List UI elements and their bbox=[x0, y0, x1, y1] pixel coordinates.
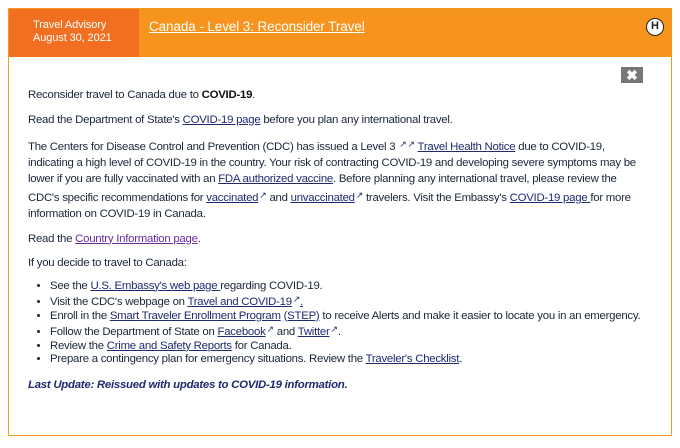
external-link-icon: ↗ bbox=[399, 139, 407, 149]
text: regarding COVID-19. bbox=[220, 279, 323, 292]
text: and bbox=[266, 192, 291, 204]
advisory-title-link[interactable]: Canada - Level 3: Reconsider Travel bbox=[149, 19, 365, 34]
text: . Before planning any international travel, please review the CDC's specific recommendations for bbox=[28, 173, 617, 204]
cdc-paragraph bbox=[28, 136, 648, 222]
cdc-travel-covid-link[interactable]: Travel and COVID-19 bbox=[187, 296, 292, 309]
list-item bbox=[50, 293, 648, 310]
text: . bbox=[337, 326, 341, 339]
smart-traveler-link[interactable]: Smart Traveler Enrollment Program bbox=[109, 309, 281, 322]
text: Review the bbox=[50, 339, 107, 352]
text: Read the Department of State's bbox=[28, 113, 183, 126]
text: travelers. Visit the Embassy's bbox=[363, 192, 510, 204]
list-item bbox=[50, 340, 648, 354]
travelers-checklist-link[interactable]: Traveler's Checklist bbox=[365, 353, 460, 366]
text: . bbox=[197, 232, 201, 245]
fda-vaccine-link[interactable]: FDA authorized vaccine bbox=[218, 173, 333, 185]
summary-paragraph bbox=[28, 87, 648, 103]
external-link-icon: ↗ bbox=[259, 190, 267, 200]
advisory-header bbox=[9, 9, 671, 57]
external-link-icon: ↗ bbox=[292, 294, 301, 305]
advisory-label: Travel Advisory bbox=[33, 19, 107, 31]
embassy-covid-link[interactable]: COVID-19 page bbox=[509, 192, 591, 204]
text: Follow the Department of State on bbox=[50, 326, 218, 339]
advisory-date-box bbox=[9, 9, 139, 57]
external-link-icon: ↗ bbox=[407, 139, 415, 149]
health-badge-icon[interactable]: H bbox=[646, 18, 664, 36]
advisory-content bbox=[28, 87, 648, 402]
text: for Canada. bbox=[231, 339, 292, 352]
vaccinated-link[interactable]: vaccinated bbox=[206, 192, 259, 204]
external-link-icon: ↗ bbox=[266, 324, 274, 335]
advisory-date: August 30, 2021 bbox=[33, 32, 112, 44]
text: . bbox=[459, 353, 463, 366]
step-link[interactable]: (STEP) bbox=[283, 309, 320, 322]
embassy-web-page-link[interactable]: U.S. Embassy's web page bbox=[90, 279, 221, 292]
summary-text: Reconsider travel to Canada due to bbox=[28, 89, 202, 101]
text: and bbox=[273, 326, 298, 339]
summary-bold: COVID-19 bbox=[201, 89, 253, 101]
external-link-icon: ↗ bbox=[355, 190, 364, 200]
external-link-icon: ↗ bbox=[330, 324, 338, 335]
text: Enroll in the bbox=[50, 309, 110, 322]
close-button[interactable]: ✖ bbox=[621, 67, 643, 83]
country-info-link[interactable]: Country Information page bbox=[75, 232, 198, 245]
cdc-travel-covid-period[interactable]: . bbox=[300, 296, 304, 309]
list-item bbox=[50, 310, 648, 324]
crime-safety-link[interactable]: Crime and Safety Reports bbox=[106, 339, 232, 352]
recommendations-list bbox=[50, 280, 648, 368]
country-info-paragraph bbox=[28, 231, 648, 247]
text: Prepare a contingency plan for emergency situations. Review the bbox=[50, 353, 366, 366]
text: due to COVID-19, indicating a high level of COVID-19 in the country. Your risk of contracting COVID-19 and developing severe symptoms may be lower if you are fully vaccinated with an bbox=[28, 141, 636, 185]
text: to receive Alerts and make it easier to locate you in an emergency. bbox=[319, 309, 641, 322]
list-item bbox=[50, 323, 648, 340]
twitter-link[interactable]: Twitter bbox=[297, 326, 330, 339]
text: Visit the CDC's webpage on bbox=[50, 296, 188, 309]
text: for more information on COVID-19 in Canada. bbox=[28, 192, 631, 220]
if-travel-paragraph: If you decide to travel to Canada: bbox=[28, 257, 187, 269]
list-item bbox=[50, 280, 648, 294]
facebook-link[interactable]: Facebook bbox=[217, 326, 266, 339]
list-item bbox=[50, 353, 648, 367]
text: Read the bbox=[28, 232, 76, 245]
summary-suffix: . bbox=[252, 89, 256, 101]
text: See the bbox=[50, 279, 91, 292]
state-covid-paragraph bbox=[28, 112, 648, 128]
last-update: Last Update: Reissued with updates to COVID-19 information. bbox=[28, 379, 348, 392]
unvaccinated-link[interactable]: unvaccinated bbox=[290, 192, 355, 204]
travel-health-notice-link[interactable]: Travel Health Notice bbox=[417, 141, 516, 153]
text: The Centers for Disease Control and Prevention (CDC) has issued a Level 3 bbox=[28, 141, 399, 153]
text: before you plan any international travel. bbox=[260, 113, 453, 126]
state-covid-link[interactable]: COVID-19 page bbox=[182, 113, 261, 126]
